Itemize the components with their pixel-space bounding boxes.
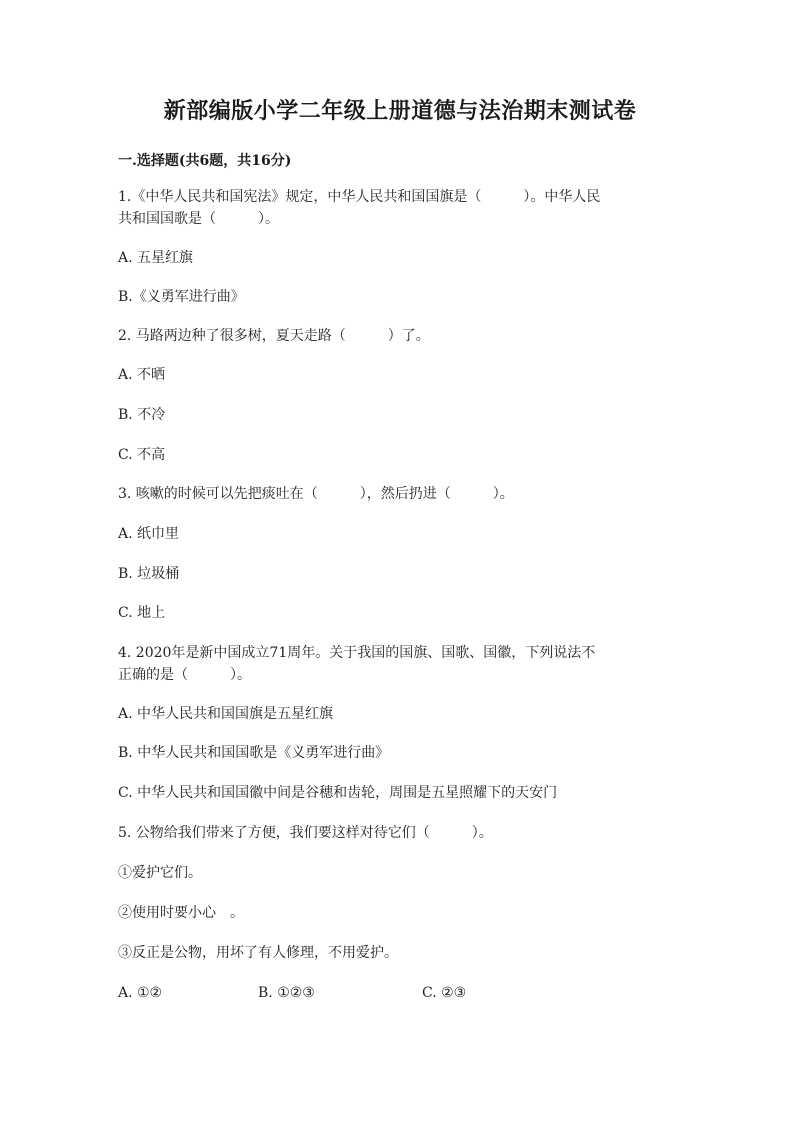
question-5-statement-2: ②使用时要小心 。 <box>118 905 244 921</box>
question-2-option-c: C. 不高 <box>118 447 166 463</box>
question-4-option-a: A. 中华人民共和国国旗是五星红旗 <box>118 706 334 722</box>
question-2-option-b: B. 不冷 <box>118 407 166 423</box>
question-5-option-b: B. ①②③ <box>258 985 315 1001</box>
question-5-statement-3: ③反正是公物，用坏了有人修理，不用爱护。 <box>118 945 398 961</box>
question-4-stem-line-1: 4. 2020年是新中国成立71周年。关于我国的国旗、国歌、国徽，下列说法不 <box>118 645 596 661</box>
question-2-stem: 2. 马路两边种了很多树，夏天走路（ ）了。 <box>118 328 430 344</box>
question-5-stem: 5. 公物给我们带来了方便，我们要这样对待它们（ ）。 <box>118 825 493 841</box>
question-1-stem-line-2: 共和国国歌是（ ）。 <box>118 211 279 227</box>
section-heading: 一.选择题(共6题，共16分) <box>118 153 292 169</box>
question-4-stem-line-2: 正确的是（ ）。 <box>118 667 251 683</box>
question-2-option-a: A. 不晒 <box>118 367 166 383</box>
question-5-option-c: C. ②③ <box>422 985 467 1001</box>
page-title: 新部编版小学二年级上册道德与法治期末测试卷 <box>163 98 637 124</box>
question-3-stem: 3. 咳嗽的时候可以先把痰吐在（ ），然后扔进（ ）。 <box>118 486 514 502</box>
question-5-option-a: A. ①② <box>118 985 163 1001</box>
question-5-statement-1: ①爱护它们。 <box>118 865 202 881</box>
question-4-option-b: B. 中华人民共和国国歌是《义勇军进行曲》 <box>118 745 390 761</box>
question-1-stem-line-1: 1.《中华人民共和国宪法》规定，中华人民共和国国旗是（ ）。中华人民 <box>118 189 601 205</box>
question-5-options-row <box>118 982 466 1004</box>
question-3-option-b: B. 垃圾桶 <box>118 566 180 582</box>
question-4-option-c: C. 中华人民共和国国徽中间是谷穗和齿轮，周围是五星照耀下的天安门 <box>118 785 558 801</box>
question-1-option-a: A. 五星红旗 <box>118 250 194 266</box>
question-1-option-b: B.《义勇军进行曲》 <box>118 289 245 305</box>
question-3-option-a: A. 纸巾里 <box>118 526 180 542</box>
question-3-option-c: C. 地上 <box>118 605 166 621</box>
